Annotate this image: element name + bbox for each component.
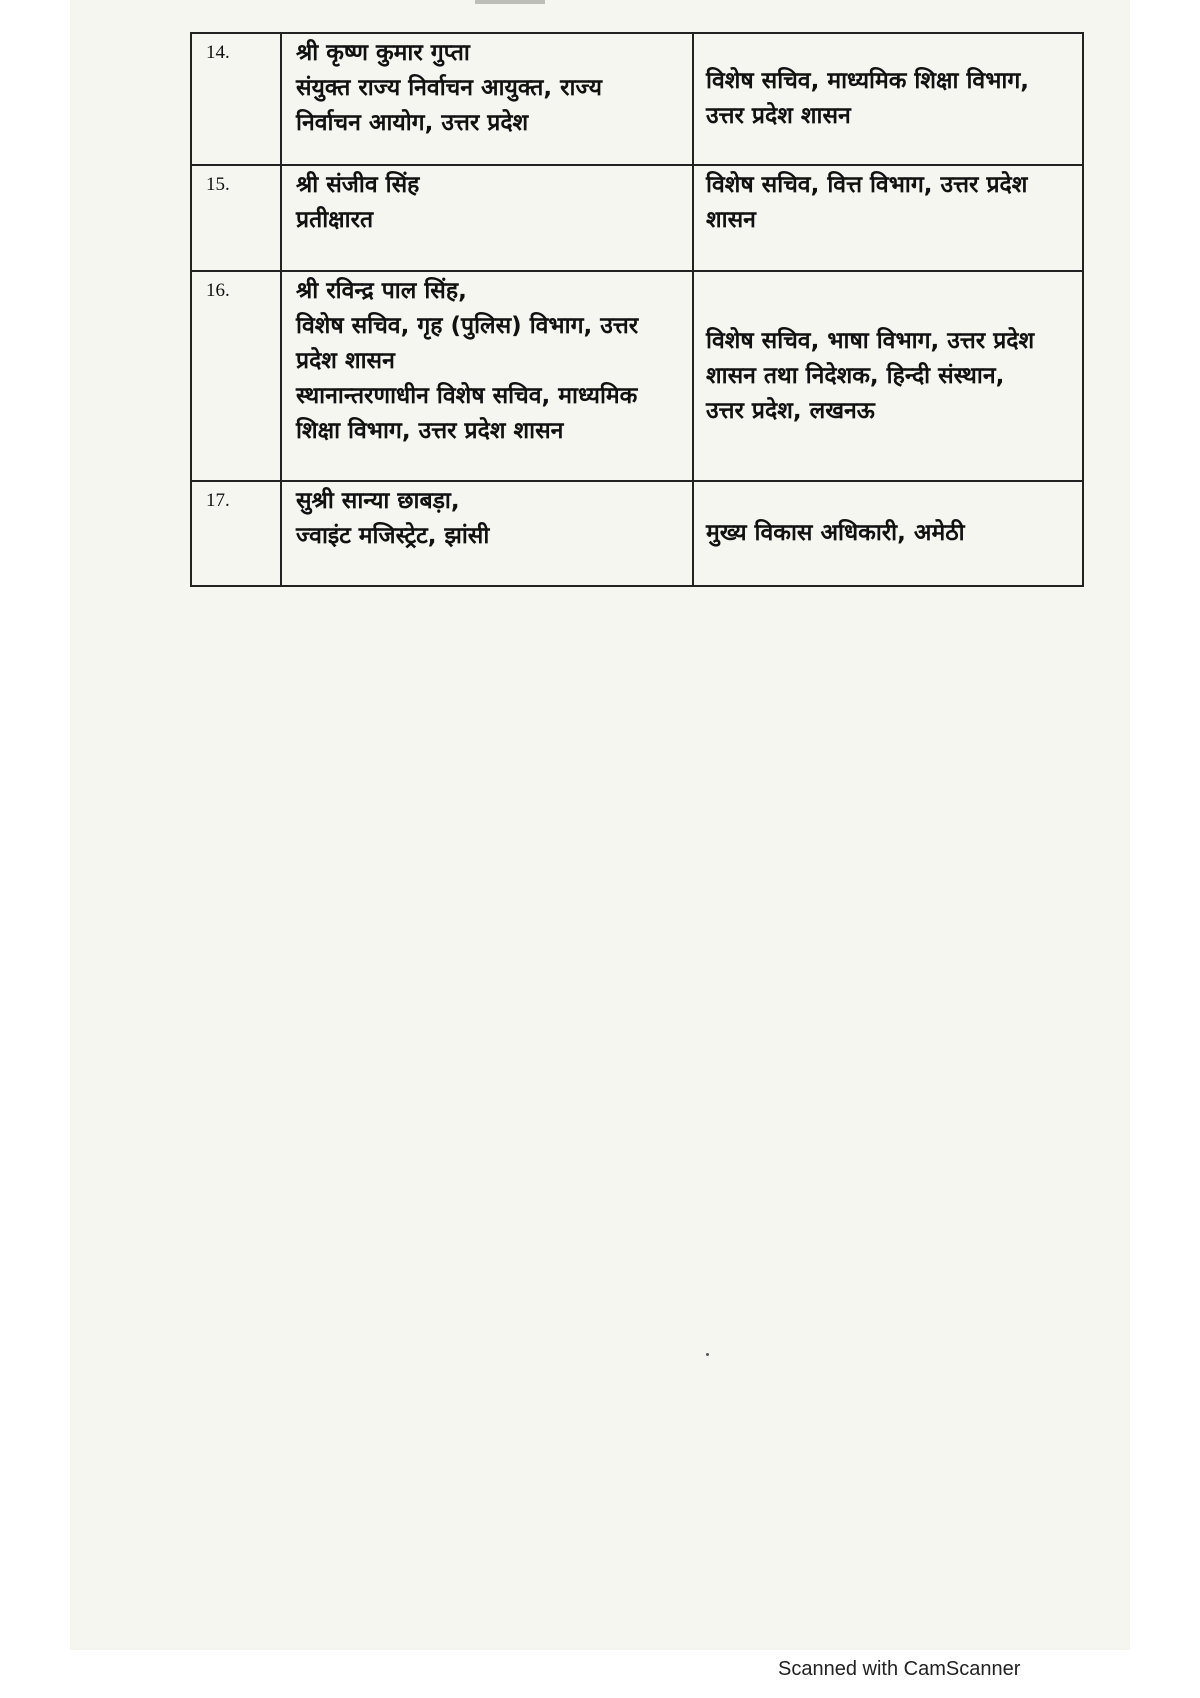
officer-name: श्री कृष्ण कुमार गुप्ता [296,40,470,66]
table-row [191,481,1083,586]
officer-current-post: प्रदेश शासन [296,348,395,374]
scan-speck [706,1353,709,1356]
new-posting-line: मुख्य विकास अधिकारी, अमेठी [706,520,965,546]
transfer-table [190,32,1084,587]
new-posting [693,271,1083,481]
new-posting [693,33,1083,165]
officer-transfer-note: स्थानान्तरणाधीन विशेष सचिव, माध्यमिक [296,383,638,409]
new-posting-line: उत्तर प्रदेश, लखनऊ [706,397,875,424]
new-posting [693,481,1083,586]
officer-name: सुश्री सान्या छाबड़ा, [296,488,460,514]
officer-current-post: निर्वाचन आयोग, उत्तर प्रदेश [296,110,529,136]
new-posting-line: विशेष सचिव, वित्त विभाग, उत्तर प्रदेश [706,172,1028,198]
table-row [191,165,1083,271]
new-posting [693,165,1083,271]
new-posting-line: विशेष सचिव, माध्यमिक शिक्षा विभाग, [706,68,1030,94]
new-posting-line: विशेष सचिव, भाषा विभाग, उत्तर प्रदेश [706,327,1035,354]
officer-details [281,271,693,481]
officer-details [281,481,693,586]
new-posting-line: शासन [706,207,756,233]
officer-details [281,165,693,271]
officer-name: श्री संजीव सिंह [296,172,420,198]
row-number: 14. [191,33,281,165]
officer-current-post: ज्वाइंट मजिस्ट्रेट, झांसी [296,523,490,549]
table-row [191,33,1083,165]
row-number: 15. [191,165,281,271]
officer-transfer-note: शिक्षा विभाग, उत्तर प्रदेश शासन [296,418,564,444]
table-row [191,271,1083,481]
scan-edge-mark [475,0,545,4]
officer-current-post: विशेष सचिव, गृह (पुलिस) विभाग, उत्तर [296,313,639,339]
row-number: 17. [191,481,281,586]
new-posting-line: उत्तर प्रदेश शासन [706,103,851,129]
new-posting-line: शासन तथा निदेशक, हिन्दी संस्थान, [706,362,1005,389]
officer-details [281,33,693,165]
camscanner-watermark: Scanned with CamScanner [778,1658,1021,1680]
officer-current-post: संयुक्त राज्य निर्वाचन आयुक्त, राज्य [296,75,602,101]
row-number: 16. [191,271,281,481]
officer-status: प्रतीक्षारत [296,207,374,233]
officer-name: श्री रविन्द्र पाल सिंह, [296,278,467,304]
